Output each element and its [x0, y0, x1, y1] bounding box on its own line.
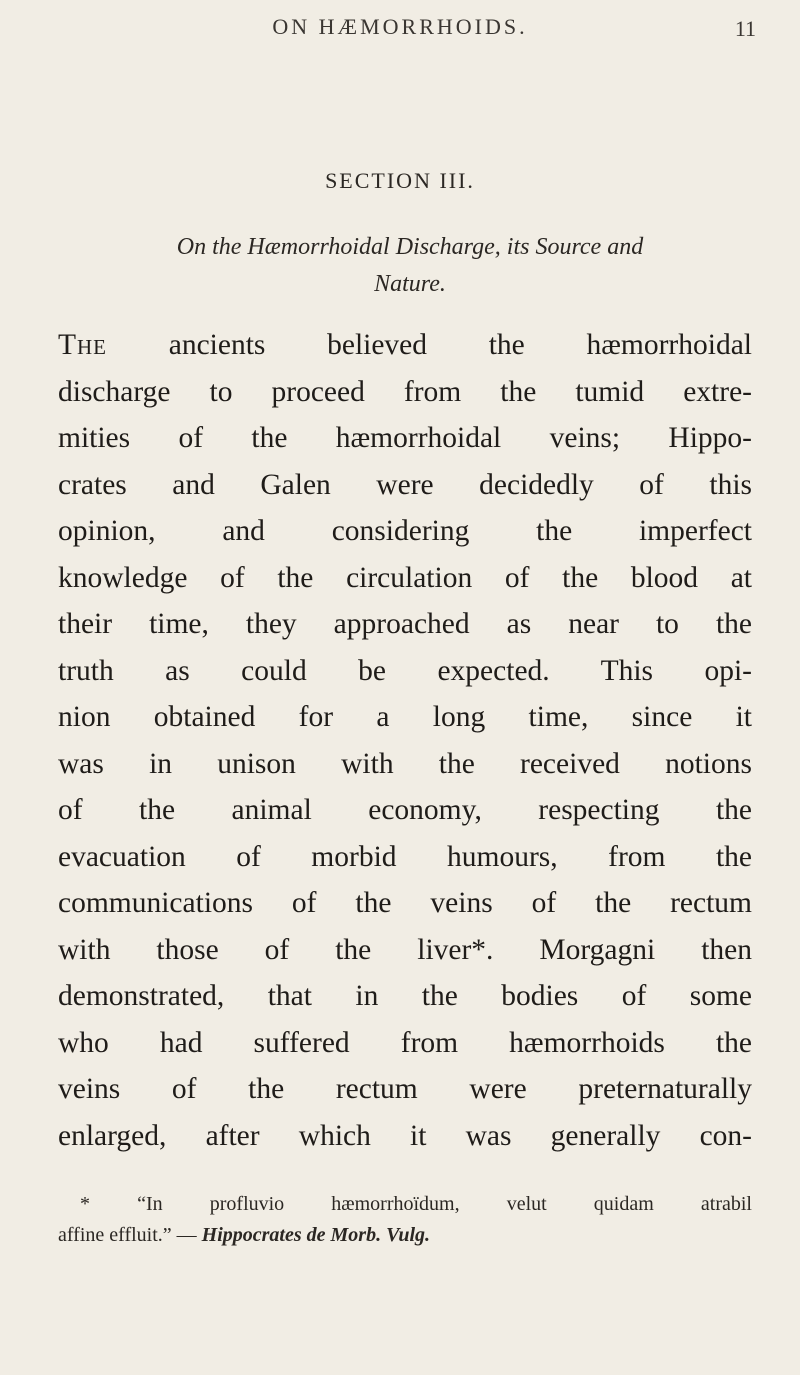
- body-line: of the animal economy, respecting the: [58, 794, 752, 826]
- body-line: their time, they approached as near to the: [58, 608, 752, 640]
- body-line: discharge to proceed from the tumid extre-: [58, 375, 752, 408]
- body-line: knowledge of the circulation of the blood at: [58, 561, 752, 594]
- footnote: [58, 1189, 752, 1251]
- body-line: communications of the veins of the rectum: [58, 887, 752, 919]
- page-number: 11: [734, 16, 756, 41]
- running-title: ON HÆMORRHOIDS.: [272, 14, 528, 39]
- body-line: who had suffered from hæmorrhoids the: [58, 1026, 752, 1059]
- footnote-line-2: [58, 1220, 752, 1251]
- section-title: SECTION III.: [325, 168, 475, 193]
- body-line: was in unison with the received notions: [58, 747, 752, 780]
- body-paragraph: [58, 322, 752, 1159]
- body-line: The ancients believed the hæmorrhoidal: [58, 329, 752, 361]
- body-line: opinion, and considering the imperfect: [58, 515, 752, 547]
- body-line: crates and Galen were decidedly of this: [58, 468, 752, 501]
- body-line: veins of the rectum were preternaturally: [58, 1073, 752, 1105]
- body-line: with those of the liver*. Morgagni then: [58, 933, 752, 966]
- subtitle-line-1: On the Hæmorrhoidal Discharge, its Source and: [176, 234, 644, 260]
- footnote-quote-end: affine effluit.” —: [58, 1224, 202, 1246]
- subtitle-line-2: Nature.: [374, 271, 446, 297]
- body-line: truth as could be expected. This opi-: [58, 654, 752, 687]
- section-subtitle: [100, 229, 720, 303]
- footnote-line-1: * “In profluvio hæmorrhoïdum, velut quidam atrabil: [80, 1193, 752, 1215]
- body-line: demonstrated, that in the bodies of some: [58, 980, 752, 1012]
- body-line: nion obtained for a long time, since it: [58, 701, 752, 733]
- body-line: enlarged, after which it was generally con-: [58, 1119, 752, 1152]
- running-head: [0, 14, 800, 54]
- body-line: mities of the hæmorrhoidal veins; Hippo-: [58, 422, 752, 454]
- drop-word: The: [58, 329, 108, 361]
- body-line: evacuation of morbid humours, from the: [58, 840, 752, 873]
- footnote-source: Hippocrates de Morb. Vulg.: [201, 1224, 431, 1246]
